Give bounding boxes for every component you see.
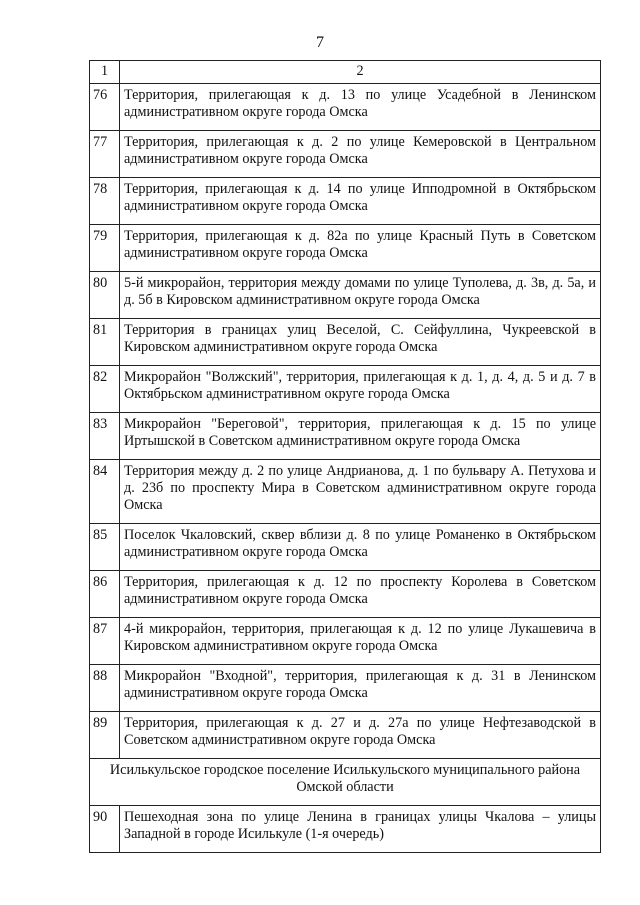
row-number: 77 (90, 131, 120, 178)
row-number: 81 (90, 319, 120, 366)
table-row (90, 131, 601, 178)
row-number: 90 (90, 806, 120, 853)
row-number: 87 (90, 618, 120, 665)
row-number: 83 (90, 413, 120, 460)
column-header-number: 1 (90, 61, 120, 84)
row-number: 78 (90, 178, 120, 225)
row-description: Территория в границах улиц Веселой, С. Сейфуллина, Чукреевской в Кировском административном округе города Омска (120, 319, 601, 366)
page-number: 7 (316, 34, 324, 51)
row-description: Территория, прилегающая к д. 14 по улице Ипподромной в Октябрьском административном округе города Омска (120, 178, 601, 225)
table-row (90, 571, 601, 618)
row-description: Территория, прилегающая к д. 12 по проспекту Королева в Советском административном округе города Омска (120, 571, 601, 618)
table-row (90, 272, 601, 319)
row-description: Пешеходная зона по улице Ленина в границах улицы Чкалова – улицы Западной в городе Исилькуле (1-я очередь) (120, 806, 601, 853)
row-description: Поселок Чкаловский, сквер вблизи д. 8 по улице Романенко в Октябрьском административном округе города Омска (120, 524, 601, 571)
table-row (90, 524, 601, 571)
table-row (90, 225, 601, 272)
section-heading-row (90, 759, 601, 806)
table-row (90, 319, 601, 366)
table-header-row (90, 61, 601, 84)
row-number: 89 (90, 712, 120, 759)
row-description: Микрорайон "Входной", территория, прилегающая к д. 31 в Ленинском административном округе города Омска (120, 665, 601, 712)
row-number: 84 (90, 460, 120, 524)
row-number: 86 (90, 571, 120, 618)
section-heading: Исилькульское городское поселение Исилькульского муниципального района Омской области (90, 759, 601, 806)
row-number: 76 (90, 84, 120, 131)
row-description: Территория между д. 2 по улице Андрианова, д. 1 по бульвару А. Петухова и д. 23б по проспекту Мира в Советском административном округе города Омска (120, 460, 601, 524)
row-number: 85 (90, 524, 120, 571)
table-row (90, 460, 601, 524)
table-row (90, 665, 601, 712)
table-row (90, 178, 601, 225)
table-row (90, 712, 601, 759)
row-description: Территория, прилегающая к д. 13 по улице Усадебной в Ленинском административном округе города Омска (120, 84, 601, 131)
table-row (90, 84, 601, 131)
table-row (90, 806, 601, 853)
row-description: 4-й микрорайон, территория, прилегающая к д. 12 по улице Лукашевича в Кировском административном округе города Омска (120, 618, 601, 665)
row-number: 80 (90, 272, 120, 319)
row-description: Микрорайон "Береговой", территория, прилегающая к д. 15 по улице Иртышской в Советском административном округе города Омска (120, 413, 601, 460)
row-number: 79 (90, 225, 120, 272)
row-description: 5-й микрорайон, территория между домами по улице Туполева, д. 3в, д. 5а, и д. 5б в Кировском административном округе города Омска (120, 272, 601, 319)
row-description: Территория, прилегающая к д. 82а по улице Красный Путь в Советском административном округе города Омска (120, 225, 601, 272)
table-row (90, 618, 601, 665)
row-number: 82 (90, 366, 120, 413)
table-row (90, 366, 601, 413)
row-number: 88 (90, 665, 120, 712)
row-description: Микрорайон "Волжский", территория, прилегающая к д. 1, д. 4, д. 5 и д. 7 в Октябрьском административном округе города Омска (120, 366, 601, 413)
table-row (90, 413, 601, 460)
row-description: Территория, прилегающая к д. 27 и д. 27а по улице Нефтезаводской в Советском административном округе города Омска (120, 712, 601, 759)
row-description: Территория, прилегающая к д. 2 по улице Кемеровской в Центральном административном округе города Омска (120, 131, 601, 178)
column-header-description: 2 (120, 61, 601, 84)
locations-table (89, 60, 601, 853)
